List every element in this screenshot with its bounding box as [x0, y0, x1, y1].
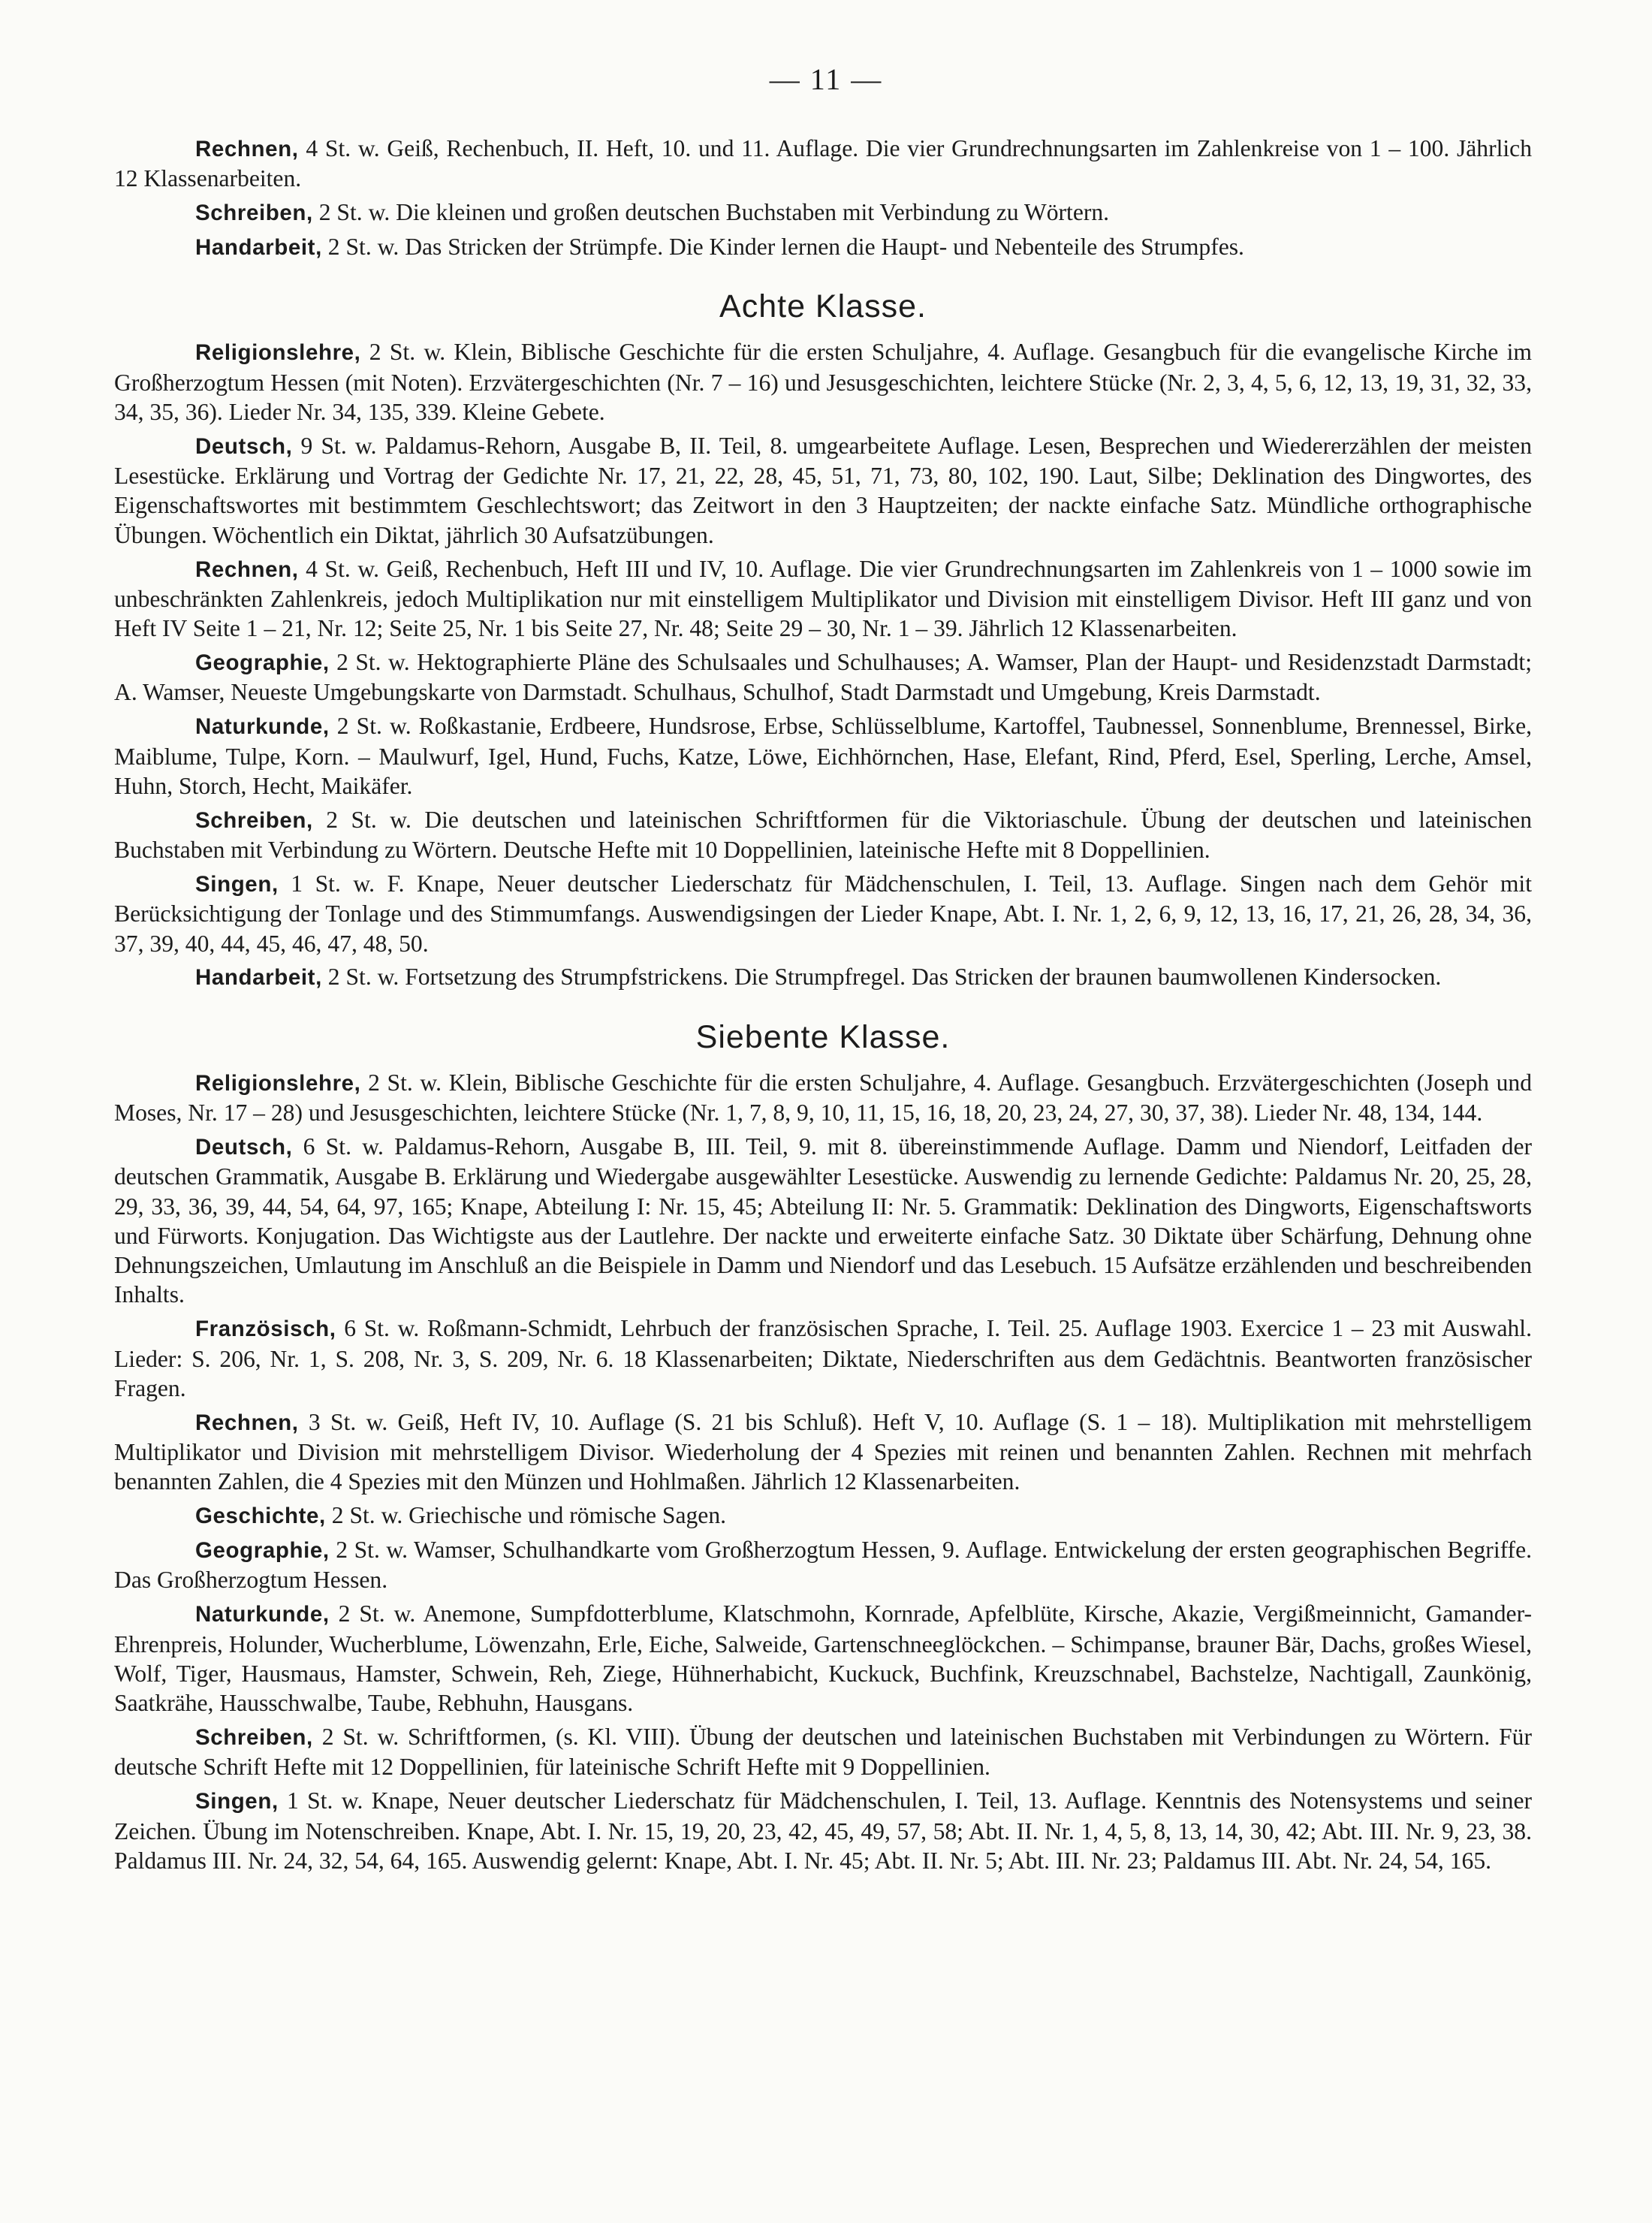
paragraph-text: 2 St. w. Roßkastanie, Erdbeere, Hundsrose, Erbse, Schlüsselblume, Kartoffel, Taubnessel, Sonnenblume, Brennessel, Birke, Maiblume, Tulpe, Korn. – Maulwurf, Igel, Hund, Fuchs, Katze, Löwe, Eichhörnchen, Hase, Elefant, Rind, Pferd, Esel, Sperling, Lerche, Amsel, Huhn, Storch, Hecht, Maikäfer. — [114, 713, 1532, 799]
paragraph-handarbeit — [114, 962, 1532, 992]
subject-label: Rechnen, — [195, 137, 299, 161]
paragraph-rechnen — [114, 554, 1532, 644]
paragraph-schreiben — [114, 805, 1532, 865]
paragraph-text: 9 St. w. Paldamus-Rehorn, Ausgabe B, II. Teil, 8. umgearbeitete Auflage. Lesen, Besprechen und Wiedererzählen der meisten Lesestücke. Erklärung und Vortrag der Gedichte Nr. 17, 21, 22, 28, 45, 51, 71, 73, 80, 102, 190. Laut, Silbe; Deklination des Dingwortes, des Eigenschaftswortes mit bestimmtem Geschlechtswort; das Zeitwort in den 3 Hauptzeiten; der nackte einfache Satz. Mündliche orthographische Übungen. Wöchentlich ein Diktat, jährlich 30 Aufsatzübungen. — [114, 432, 1532, 548]
paragraph-deutsch — [114, 1132, 1532, 1310]
subject-label: Rechnen, — [195, 557, 299, 582]
subject-label: Singen, — [195, 1789, 279, 1814]
subject-label: Schreiben, — [195, 1725, 313, 1751]
paragraph-text: 2 St. w. Das Stricken der Strümpfe. Die Kinder lernen die Haupt- und Nebenteile des Strumpfes. — [321, 234, 1244, 261]
paragraph-naturkunde — [114, 1599, 1532, 1718]
paragraph-text: 3 St. w. Geiß, Heft IV, 10. Auflage (S. 21 bis Schluß). Heft V, 10. Auflage (S. 1 – 18). Multiplikation mit mehrstelligem Multiplikator und Division mit mehrstelligem Divisor. Wiederholung der 4 Spezies mit reinen und benannten Zahlen. Rechnen mit mehrfach benannten Zahlen, die 4 Spezies mit den Münzen und Hohlmaßen. Jährlich 12 Klassenarbeiten. — [114, 1408, 1532, 1495]
subject-label: Geographie, — [195, 650, 330, 676]
paragraph-franzoesisch — [114, 1314, 1532, 1403]
paragraph-text: 2 St. w. Klein, Biblische Geschichte für die ersten Schuljahre, 4. Auflage. Gesangbuch für die evangelische Kirche im Großherzogtum Hessen (mit Noten). Erzvätergeschichten (Nr. 7 – 16) und Jesusgeschichten, leichtere Stücke (Nr. 2, 3, 4, 5, 6, 12, 13, 19, 31, 32, 33, 34, 35, 36). Lieder Nr. 34, 135, 339. Kleine Gebete. — [114, 339, 1532, 425]
subject-label: Rechnen, — [195, 1410, 299, 1435]
paragraph-text: 2 St. w. Schriftformen, (s. Kl. VIII). Übung der deutschen und lateinischen Buchstaben mit Verbindungen zu Wörtern. Für deutsche Schrift Hefte mit 12 Doppellinien, für lateinische Schrift Hefte mit 9 Doppellinien. — [114, 1724, 1532, 1781]
paragraph-singen — [114, 869, 1532, 958]
subject-label: Geographie, — [195, 1538, 330, 1564]
subject-label: Schreiben, — [195, 201, 313, 226]
paragraph-text: 2 St. w. Die deutschen und lateinischen Schriftformen für die Viktoriaschule. Übung der deutschen und lateinischen Buchstaben mit Verbindung zu Wörtern. Deutsche Hefte mit 10 Doppellinien, lateinische Hefte mit 8 Doppellinien. — [114, 806, 1532, 864]
paragraph-schreiben — [114, 1722, 1532, 1782]
paragraph-text: 2 St. w. Fortsetzung des Strumpfstrickens. Die Strumpfregel. Das Stricken der braunen baumwollenen Kindersocken. — [321, 964, 1442, 991]
subject-label: Religionslehre, — [195, 340, 361, 366]
paragraph-text: 1 St. w. F. Knape, Neuer deutscher Liederschatz für Mädchenschulen, I. Teil, 13. Auflage. Singen nach dem Gehör mit Berücksichtigung der Tonlage und des Stimmumfangs. Auswendigsingen der Lieder Knape, Abt. I. Nr. 1, 2, 6, 9, 12, 13, 16, 17, 21, 26, 28, 34, 36, 37, 39, 40, 44, 45, 46, 47, 48, 50. — [114, 870, 1532, 957]
paragraph-geographie — [114, 647, 1532, 707]
paragraph-text: 6 St. w. Roßmann-Schmidt, Lehrbuch der französischen Sprache, I. Teil. 25. Auflage 1903. Exercice 1 – 23 mit Auswahl. Lieder: S. 206, Nr. 1, S. 208, Nr. 3, S. 209, Nr. 6. 18 Klassenarbeiten; Diktate, Niederschriften aus dem Gedächtnis. Beantworten französischer Fragen. — [114, 1315, 1532, 1401]
paragraph-text: 1 St. w. Knape, Neuer deutscher Liederschatz für Mädchenschulen, I. Teil, 13. Auflage. Kenntnis des Notensystems und seiner Zeichen. Übung im Notenschreiben. Knape, Abt. I. Nr. 15, 19, 20, 23, 42, 45, 49, 57, 58; Abt. II. Nr. 1, 4, 5, 8, 13, 14, 30, 42; Abt. III. Nr. 9, 23, 38. Paldamus III. Nr. 24, 32, 54, 64, 165. Auswendig gelernt: Knape, Abt. I. Nr. 45; Abt. II. Nr. 5; Abt. III. Nr. 23; Paldamus III. Abt. Nr. 24, 54, 165. — [114, 1787, 1532, 1874]
paragraph-deutsch — [114, 431, 1532, 550]
subject-label: Deutsch, — [195, 1134, 293, 1160]
subject-label: Französisch, — [195, 1317, 336, 1342]
subject-label: Naturkunde, — [195, 714, 330, 740]
subject-label: Naturkunde, — [195, 1602, 330, 1627]
paragraph-text: 2 St. w. Griechische und römische Sagen. — [325, 1502, 727, 1529]
paragraph-text: 4 St. w. Geiß, Rechenbuch, II. Heft, 10. und 11. Auflage. Die vier Grundrechnungsarten im Zahlenkreise von 1 – 100. Jährlich 12 Klassenarbeiten. — [114, 135, 1532, 192]
paragraph-naturkunde — [114, 711, 1532, 801]
subject-label: Geschichte, — [195, 1504, 326, 1529]
paragraph-text: 2 St. w. Wamser, Schulhandkarte vom Großherzogtum Hessen, 9. Auflage. Entwickelung der ersten geographischen Begriffe. Das Großherzogtum Hessen. — [114, 1537, 1532, 1594]
paragraph-text: 6 St. w. Paldamus-Rehorn, Ausgabe B, III. Teil, 9. mit 8. übereinstimmende Auflage. Damm und Niendorf, Leitfaden der deutschen Grammatik, Ausgabe B. Erklärung und Wiedergabe ausgewählter Lesestücke. Auswendig zu lernende Gedichte: Paldamus Nr. 20, 25, 28, 29, 33, 36, 39, 44, 54, 64, 97, 165; Knape, Abteilung I: Nr. 15, 45; Abteilung II: Nr. 5. Grammatik: Deklination des Dingworts, Eigenschaftsworts und Fürworts. Konjugation. Das Wichtigste aus der Lautlehre. Der nackte und erweiterte einfache Satz. 30 Diktate über Schärfung, Dehnung ohne Dehnungszeichen, Umlautung im Anschluß an die Beispiele in Damm und Niendorf und das Lesebuch. 15 Aufsätze erzählenden und beschreibenden Inhalts. — [114, 1133, 1532, 1308]
page-content — [114, 134, 1532, 1880]
paragraph-rechnen — [114, 1407, 1532, 1497]
section-heading-achte-klasse: Achte Klasse. — [719, 288, 927, 325]
subject-label: Schreiben, — [195, 807, 313, 833]
paragraph-text: 2 St. w. Die kleinen und großen deutschen Buchstaben mit Verbindung zu Wörtern. — [312, 199, 1110, 226]
paragraph-text: 4 St. w. Geiß, Rechenbuch, Heft III und IV, 10. Auflage. Die vier Grundrechnungsarten im Zahlenkreis von 1 – 1000 sowie im unbeschränkten Zahlenkreis, jedoch Multiplikation nur mit einstelligem Multiplikator und Division mit einstelligem Divisor. Heft III ganz und von Heft IV Seite 1 – 21, Nr. 12; Seite 25, Nr. 1 bis Seite 27, Nr. 48; Seite 29 – 30, Nr. 1 – 39. Jährlich 12 Klassenarbeiten. — [114, 555, 1532, 642]
subject-label: Handarbeit, — [195, 235, 322, 261]
paragraph-singen — [114, 1786, 1532, 1875]
section-heading-siebente-klasse: Siebente Klasse. — [695, 1018, 951, 1055]
paragraph-intro-schreiben — [114, 198, 1532, 228]
subject-label: Deutsch, — [195, 433, 293, 459]
paragraph-religionslehre — [114, 1068, 1532, 1128]
paragraph-geschichte — [114, 1501, 1532, 1531]
paragraph-intro-handarbeit — [114, 232, 1532, 262]
paragraph-intro-rechnen — [114, 134, 1532, 194]
subject-label: Handarbeit, — [195, 965, 322, 991]
paragraph-text: 2 St. w. Hektographierte Pläne des Schulsaales und Schulhauses; A. Wamser, Plan der Haupt- und Residenzstadt Darmstadt; A. Wamser, Neueste Umgebungskarte von Darmstadt. Schulhaus, Schulhof, Stadt Darmstadt und Umgebung, Kreis Darmstadt. — [114, 649, 1532, 706]
paragraph-religionslehre — [114, 337, 1532, 427]
page-number: — 11 — — [769, 62, 883, 96]
paragraph-text: 2 St. w. Anemone, Sumpfdotterblume, Klatschmohn, Kornrade, Apfelblüte, Kirsche, Akazie, Vergißmeinnicht, Gamander-Ehrenpreis, Holunder, Wucherblume, Löwenzahn, Erle, Eiche, Salweide, Gartenschneeglöckchen. – Schimpanse, brauner Bär, Dachs, großes Wiesel, Wolf, Tiger, Hausmaus, Hamster, Schwein, Reh, Ziege, Hühnerhabicht, Kuckuck, Buchfink, Kreuzschnabel, Bachstelze, Nachtigall, Zaunkönig, Saatkrähe, Hausschwalbe, Taube, Rebhuhn, Hausgans. — [114, 1600, 1532, 1717]
subject-label: Singen, — [195, 871, 279, 897]
paragraph-geographie — [114, 1535, 1532, 1595]
paragraph-text: 2 St. w. Klein, Biblische Geschichte für die ersten Schuljahre, 4. Auflage. Gesangbuch. Erzvätergeschichten (Joseph und Moses, Nr. 17 – 28) und Jesusgeschichten, leichtere Stücke (Nr. 1, 7, 8, 9, 10, 11, 15, 16, 18, 20, 23, 24, 27, 30, 37, 38). Lieder Nr. 48, 134, 144. — [114, 1069, 1532, 1127]
subject-label: Religionslehre, — [195, 1070, 361, 1096]
